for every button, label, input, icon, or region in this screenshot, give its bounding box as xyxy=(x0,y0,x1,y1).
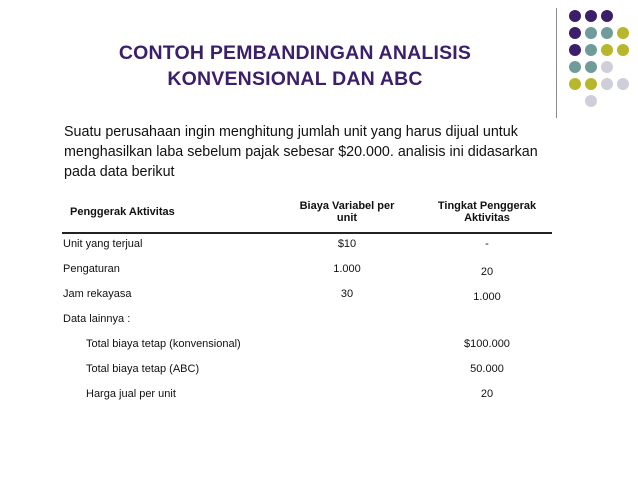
table-row xyxy=(62,313,552,338)
header-activity-level-line1: Tingkat Penggerak xyxy=(437,200,537,212)
dot xyxy=(601,44,613,56)
table-row xyxy=(62,238,552,263)
dot xyxy=(585,61,597,73)
dot xyxy=(585,27,597,39)
dot xyxy=(585,10,597,22)
row-label: Jam rekayasa xyxy=(63,288,132,300)
dot xyxy=(617,44,629,56)
data-table xyxy=(62,198,552,413)
row-label: Total biaya tetap (ABC) xyxy=(86,363,200,375)
dot xyxy=(601,27,613,39)
dot xyxy=(585,44,597,56)
table-row xyxy=(62,263,552,288)
header-activity-level xyxy=(417,200,557,224)
row-label: Unit yang terjual xyxy=(63,238,143,250)
dot xyxy=(601,78,613,90)
dot xyxy=(569,61,581,73)
dot xyxy=(601,10,613,22)
slide-title xyxy=(60,40,530,92)
dot xyxy=(569,27,581,39)
header-variable-cost-line2: unit xyxy=(336,212,358,224)
divider-line xyxy=(556,8,557,118)
row-activity-level: 50.000 xyxy=(470,363,504,375)
row-activity-level: - xyxy=(485,238,489,250)
dot xyxy=(617,78,629,90)
title-line-1: CONTOH PEMBANDINGAN ANALISIS xyxy=(118,42,472,64)
dot xyxy=(569,44,581,56)
header-driver: Penggerak Aktivitas xyxy=(70,206,175,218)
header-variable-cost xyxy=(277,200,417,224)
intro-text: Suatu perusahaan ingin menghitung jumlah unit yang harus dijual untuk menghasilkan laba sebelum pajak sebesar $20.000. analisis ini didasarkan pada data berikut xyxy=(64,124,538,180)
table-row xyxy=(62,338,552,363)
header-variable-cost-line1: Biaya Variabel per xyxy=(299,200,395,212)
dot xyxy=(585,95,597,107)
row-variable-cost: 30 xyxy=(340,288,354,300)
table-row xyxy=(62,363,552,388)
dot xyxy=(585,78,597,90)
row-activity-level: 20 xyxy=(480,266,494,278)
dot xyxy=(617,27,629,39)
row-activity-level: $100.000 xyxy=(464,338,510,350)
decorative-dot-grid xyxy=(569,10,629,110)
header-activity-level-line2: Aktivitas xyxy=(464,212,510,224)
dot xyxy=(569,78,581,90)
dot xyxy=(569,10,581,22)
row-activity-level: 1.000 xyxy=(473,291,501,303)
title-line-2: KONVENSIONAL DAN ABC xyxy=(167,68,423,90)
row-label: Data lainnya : xyxy=(63,313,131,325)
row-activity-level: 20 xyxy=(480,388,494,400)
row-label: Harga jual per unit xyxy=(86,388,176,400)
row-label: Pengaturan xyxy=(63,263,120,275)
row-variable-cost: 1.000 xyxy=(333,263,361,275)
row-variable-cost: $10 xyxy=(337,238,357,250)
dot xyxy=(601,61,613,73)
row-label: Total biaya tetap (konvensional) xyxy=(86,338,241,350)
table-header xyxy=(62,198,552,234)
table-row xyxy=(62,288,552,313)
table-row xyxy=(62,388,552,413)
